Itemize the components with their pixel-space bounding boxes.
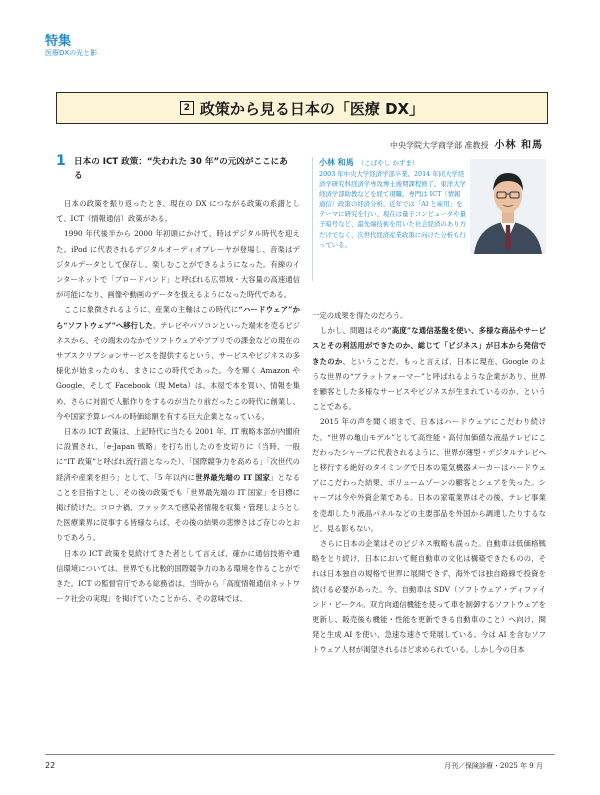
author-name: 小林 和馬: [494, 140, 543, 151]
section-subtitle: 医療DXの光と影: [45, 49, 98, 57]
body-text: 。テレビやパソコンといった端末を売るビジネスから、その端末のなかでソフトウェアやアプリでの課金などの現在のサブスクリプションサービスを提供するという、サービスやビジネスの多様化が始まったのも、まさにこの時代であった。今を輝く Amazon や Google、そして Facebook（現 Meta）は、本屋で本を買い、情報を集め、さらに対面で人脈作りをするのが当たり前だったこの時代に創業し、今や国家予算レベルの時価総額を有する巨大企業となっている。: [56, 320, 300, 421]
body-paragraph: [312, 536, 546, 658]
heading-text: 日本の ICT 政策：“失われた 30 年”の元凶がここにある: [74, 157, 288, 181]
body-paragraph: [56, 302, 300, 424]
profile-name: [319, 157, 418, 168]
body-text: さらに日本の企業はそのビジネス戦略も誤った。自動車は低価格戦略をとり続け、日本において軽自動車の文化は構築できたものの、それは日本独自の規格で世界に展開できず、海外では独自路線で投資を続ける必要があった。今、自動車は SDV（ソフトウェア・ディファインド・ビークル。双方向通信機能を使って車を制御するソフトウェアを更新し、販売後も機能・性能を更新できる自動車のこと）へ向け、開発と生成 AI を使い、急速な速さで発展している。今は AI を含むソフトウェア人材が渇望されるほど求められている。しかし今の日本: [312, 539, 546, 655]
author-affiliation: 中央学院大学商学部 准教授: [389, 141, 489, 150]
section-label: 特集: [45, 34, 72, 49]
profile-furigana: （こばやし かずま）: [357, 159, 419, 167]
body-text: 一定の成果を得たのだろう。: [312, 311, 408, 320]
body-paragraph: [56, 546, 300, 607]
body-paragraph: [56, 424, 300, 546]
body-text: 」となることを目指すとし、その後の政策でも「世界最先端の IT 国家」を目標に掲げ続けた。コロナ禍、ファックスで感染者情報を収集・管理しようとした医療業界に従事する皆様ならば、その後の結果の悲惨さはご存じのとおりであろう。: [56, 472, 300, 543]
body-paragraph: [56, 196, 300, 226]
body-text: 、ということだ。もっと言えば、日本に現在、Google のような世界の“プラットフォーマー”と呼ばれるような企業があり、世界を顧客とした多様なサービスやビジネスが生まれているのか、ということである。: [312, 356, 546, 412]
profile-name-text: 小林 和馬: [319, 158, 354, 167]
page-number: 22: [45, 761, 56, 770]
body-text: 日本の ICT 政策を見続けてきた者として言えば、確かに通信技術や通信環境については、世界でも比較的国際競争力のある環境を作ることができた。ICT の監督官庁である総務省は、当時から「高度情報通信ネットワーク社会の実現」を掲げていたことから、その意味では、: [56, 548, 300, 604]
body-text: 1990 年代後半から 2000 年初頭にかけて、時はデジタル時代を迎えた。iPod に代表されるデジタルオーディオプレーヤが登場し、音楽はデジタルデータとして保存し、楽しむことができるようになった。有線のインターネットで「ブロードバンド」と呼ばれる広帯域・大容量の高速通信が可能になり、画像や動画のデータを扱えるようになった時代である。: [56, 229, 300, 300]
body-paragraph: [312, 308, 546, 323]
body-text: ここに象徴されるように、産業の主軸はこの時代に: [64, 305, 239, 315]
body-text: 2015 年の声を聞く頃まで、日本はハードウェアにこだわり続けた。“世界の亀山モデル”として高性能・高付加価値な液晶テレビにこだわったシャープに代表されるように、世界が薄型・デジタルテレビへと移行する絶好のタイミングで日本の電気機器メーカーはハードウェアにこだわった結果、ボリュームゾーンの顧客とシェアを失った。シャープは今や外資企業である。日本の家電業界はその後、テレビ事業を売却したり液晶パネルなどの主要部品を外国から調達したりするなど、見る影もない。: [312, 417, 546, 533]
body-paragraph: [56, 226, 300, 302]
profile-bio: 2003 年中央大学経済学部卒業。2014 年同大学経済学研究科経済学専攻博士後期課程修了。東洋大学経済学部助教などを経て現職。専門は ICT（情報通信）政策の経済分析。近年では「AI と雇用」をテーマに研究を行い、現在は量子コンピュータや量子暗号など、最先端技術を用いた社会経済のあり方だけでなく、次世代経済産業政策に向けた分析も行っている。: [319, 170, 466, 249]
author-profile: [312, 157, 546, 281]
emphasis-text: “ハードウェア”から“ソフトウェア”へ移行した: [56, 305, 300, 330]
article-title: 政策から見る日本の「医療 DX」: [199, 99, 425, 118]
footer-divider: [45, 754, 555, 755]
body-text: しかし、問題はその: [320, 326, 388, 336]
author-portrait-icon: [470, 159, 546, 254]
body-paragraph: [312, 414, 546, 536]
body-paragraph: [312, 323, 546, 414]
author-byline: [390, 136, 543, 151]
heading-number: 1: [56, 153, 66, 169]
article-title-box: [56, 92, 548, 124]
body-text: 日本の政策を振り返ったとき、現在の DX につながる政策の系譜として、ICT（情報通信）政策がある。: [56, 199, 300, 224]
emphasis-text: 世界最先端の IT 国家: [195, 472, 271, 482]
body-column-right: [312, 308, 546, 658]
body-text: 日本の ICT 政策は、上記時代に当たる 2001 年、IT 戦略本部が内閣府に設置され、「e-Japan 戦略」を打ち出したのを皮切りに（当時、一般に“IT 政策”と呼ばれ流行語となった）、「国際競争力を高める」「次世代の経済や産業を担う」として、「5 年以内に: [56, 427, 300, 482]
journal-footer: 月刊／保険診療・2025 年 9 月: [444, 762, 543, 770]
emphasis-text: “高度”な通信基盤を使い、多様な商品やサービスとその利活用ができたのか、総じて「ビジネス」が日本から発信できたのか: [312, 326, 546, 366]
article-number-badge: 2: [180, 101, 194, 115]
author-photo: [470, 159, 546, 254]
body-column-left: [56, 196, 300, 606]
